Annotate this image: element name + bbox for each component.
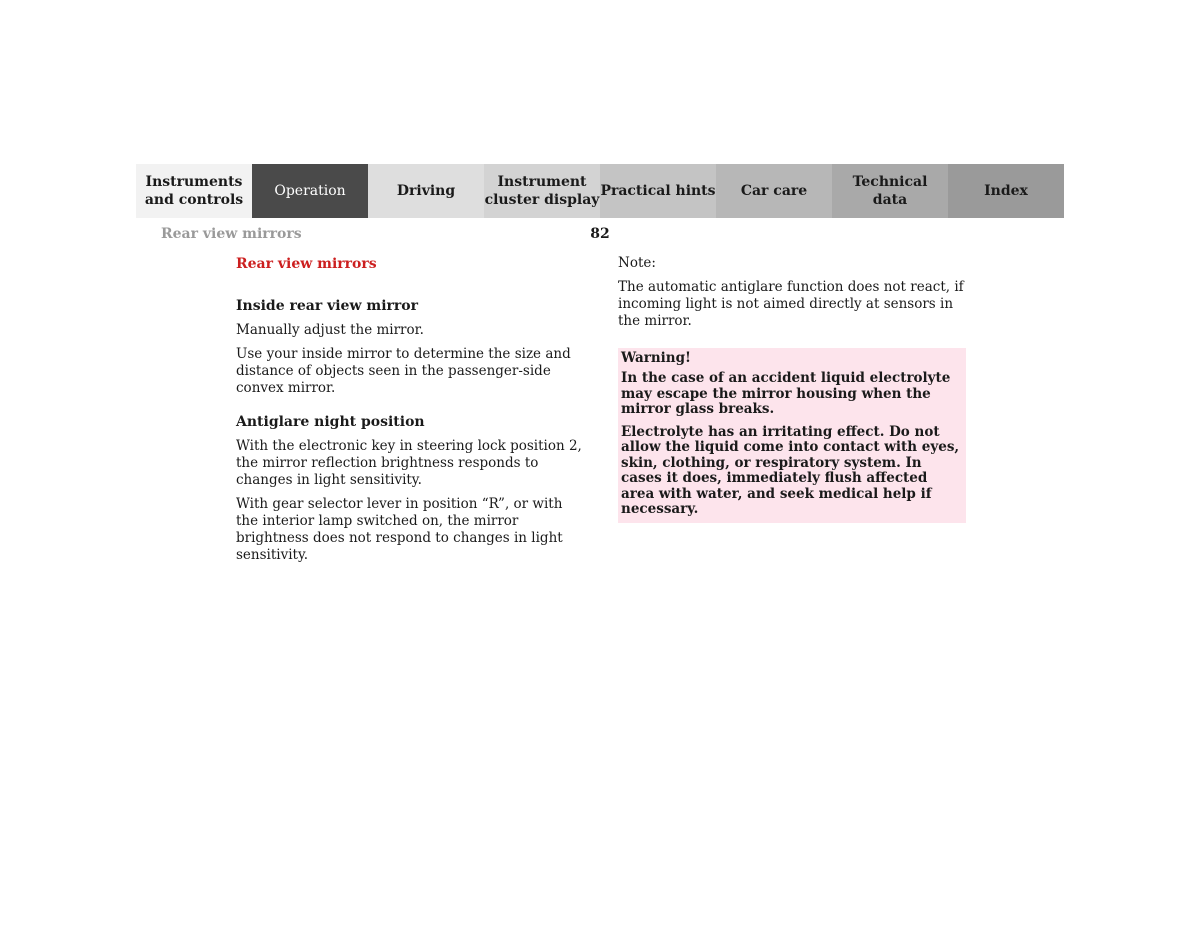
right-column (618, 255, 966, 523)
antiglare-paragraph-2: With gear selector lever in position “R”, or with the interior lamp switched on, the mirror brightness does not respond to changes in light sensitivity. (236, 496, 563, 563)
tab-index[interactable]: Index (948, 164, 1064, 218)
tab-practical-hints[interactable]: Practical hints (600, 164, 716, 218)
inside-mirror-paragraph-2: Use your inside mirror to determine the size and distance of objects seen in the passenger-side convex mirror. (236, 346, 571, 396)
warning-box (618, 348, 966, 523)
note-text: The automatic antiglare function does not react, if incoming light is not aimed directly at sensors in the mirror. (618, 279, 964, 329)
tab-instrument-cluster-display[interactable]: Instrument cluster display (484, 164, 600, 218)
tab-technical-data[interactable]: Technical data (832, 164, 948, 218)
tab-car-care[interactable]: Car care (716, 164, 832, 218)
page-number: 82 (590, 226, 610, 242)
antiglare-heading: Antiglare night position (236, 414, 425, 430)
tab-instruments-and-controls[interactable]: Instruments and controls (136, 164, 252, 218)
warning-paragraph-2: Electrolyte has an irritating effect. Do not allow the liquid come into contact with eyes, skin, clothing, or respiratory system. In cases it does, immediately flush affected area with water, and seek medical help if necessary. (621, 423, 960, 517)
antiglare-paragraph-1: With the electronic key in steering lock position 2, the mirror reflection brightness responds to changes in light sensitivity. (236, 438, 582, 488)
breadcrumb: Rear view mirrors (161, 226, 302, 242)
warning-title: Warning! (621, 350, 691, 366)
section-tab-bar (136, 164, 1065, 218)
tab-operation[interactable]: Operation (252, 164, 368, 218)
inside-mirror-heading: Inside rear view mirror (236, 298, 418, 314)
section-title: Rear view mirrors (236, 256, 377, 272)
tab-driving[interactable]: Driving (368, 164, 484, 218)
warning-paragraph-1: In the case of an accident liquid electrolyte may escape the mirror housing when the mirror glass breaks. (621, 370, 951, 417)
left-column (236, 255, 586, 571)
note-label: Note: (618, 255, 656, 271)
inside-mirror-paragraph-1: Manually adjust the mirror. (236, 322, 424, 338)
spacer (236, 404, 586, 413)
